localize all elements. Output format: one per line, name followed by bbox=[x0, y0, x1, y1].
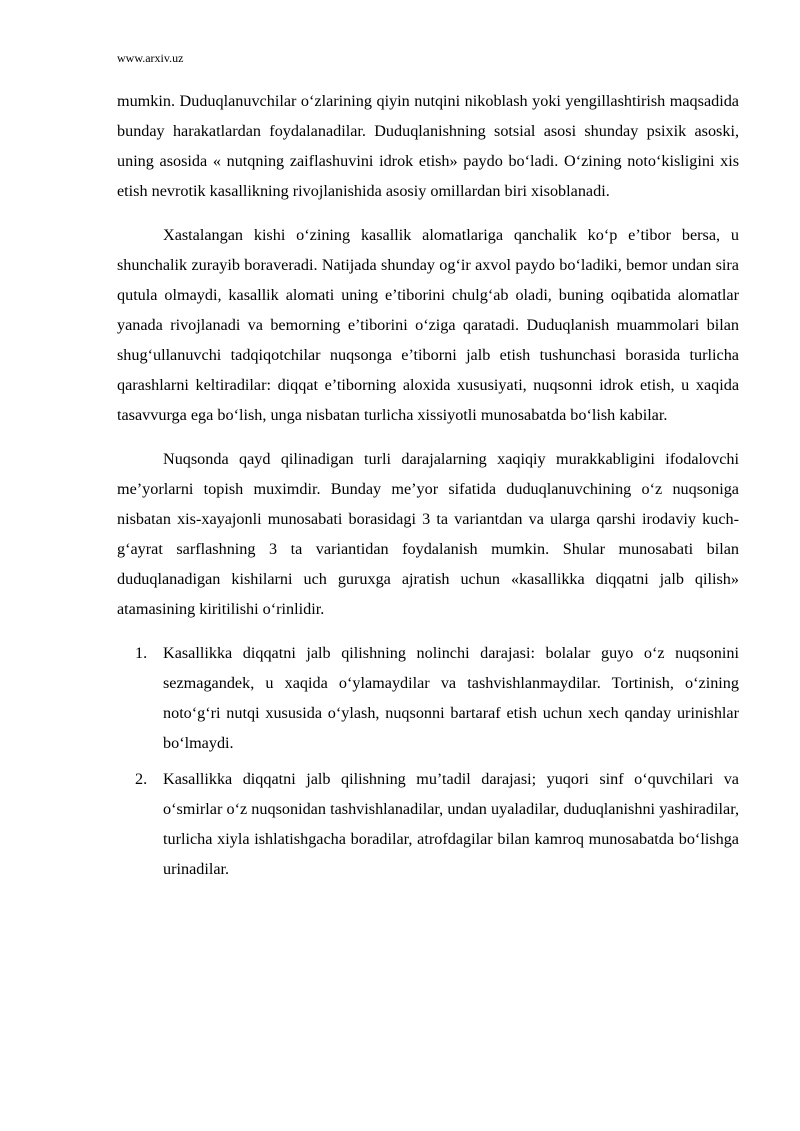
list-item-text: Kasallikka diqqatni jalb qilishning nolinchi darajasi: bolalar guyo o‘z nuqsonini sezmagandek, u xaqida o‘ylamaydilar va tashvishlanmaydilar. Tortinish, o‘zining noto‘g‘ri nutqi xususida o‘ylash, nuqsonni bartaraf etish uchun xech qanday urinishlar bo‘lmaydi. bbox=[163, 644, 739, 752]
list-item-number: 1. bbox=[135, 644, 148, 662]
paragraph-2: Xastalangan kishi o‘zining kasallik alomatlariga qanchalik ko‘p e’tibor bersa, u shunchalik zurayib boraveradi. Natijada shunday og‘ir axvol paydo bo‘ladiki, bemor undan sira qutula olmaydi, kasallik alomati uning e’tiborini chulg‘ab oladi, buning oqibatida alomatlar yanada rivojlanadi va bemorning e’tiborini o‘ziga qaratadi. Duduqlanish muammolari bilan shug‘ullanuvchi tadqiqotchilar nuqsonga e’tiborni jalb etish tushunchasi borasida turlicha qarashlarni keltiradilar: diqqat e’tiborning aloxida xususiyati, nuqsonni idrok etish, u xaqida tasavvurga ega bo‘lish, unga nisbatan turlicha xissiyotli munosabatda bo‘lish kabilar. bbox=[117, 226, 739, 424]
paragraph-3: Nuqsonda qayd qilinadigan turli darajalarning xaqiqiy murakkabligini ifodalovchi me’yorlarni topish muximdir. Bunday me’yor sifatida duduqlanuvchining o‘z nuqsoniga nisbatan xis-xayajonli munosabati borasidagi 3 ta variantdan va ularga qarshi irodaviy kuch-g‘ayrat sarflashning 3 ta variantidan foydalanish mumkin. Shular munosabati bilan duduqlanadigan kishilarni uch guruxga ajratish uchun «kasallikka diqqatni jalb qilish» atamasining kiritilishi o‘rinlidir. bbox=[117, 450, 739, 618]
document-body bbox=[117, 86, 739, 890]
site-header: www.arxiv.uz bbox=[117, 51, 184, 65]
list-item bbox=[117, 764, 739, 884]
paragraph-1: mumkin. Duduqlanuvchilar o‘zlarining qiyin nutqini nikoblash yoki yengillashtirish maqsadida bunday harakatlardan foydalanadilar. Duduqlanishning sotsial asosi shunday psixik asoski, uning asosida « nutqning zaiflashuvini idrok etish» paydo bo‘ladi. O‘zining noto‘kisligini xis etish nevrotik kasallikning rivojlanishida asosiy omillardan biri xisoblanadi. bbox=[117, 92, 739, 200]
list-item bbox=[117, 638, 739, 758]
list-item-number: 2. bbox=[135, 770, 148, 788]
numbered-list bbox=[117, 638, 739, 884]
list-item-text: Kasallikka diqqatni jalb qilishning mu’tadil darajasi; yuqori sinf o‘quvchilari va o‘smirlar o‘z nuqsonidan tashvishlanadilar, undan uyaladilar, duduqlanishni yashiradilar, turlicha xiyla ishlatishgacha boradilar, atrofdagilar bilan kamroq munosabatda bo‘lishga urinadilar. bbox=[163, 770, 739, 878]
